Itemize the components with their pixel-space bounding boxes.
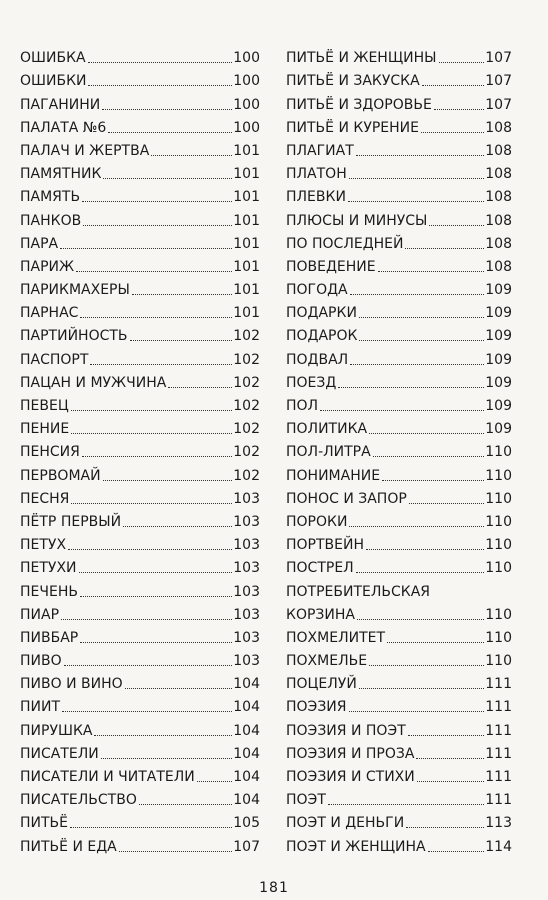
entry-page-number: 107 (485, 50, 512, 67)
leader-dots (151, 155, 232, 156)
leader-dots (359, 317, 484, 318)
entry-page-number: 102 (233, 398, 260, 414)
index-entry (20, 507, 260, 530)
index-entry (20, 136, 260, 159)
leader-dots (357, 619, 484, 620)
index-entry (20, 808, 260, 831)
index-entry (20, 669, 260, 692)
entry-term: ПОЭТ И ЖЕНЩИНА (286, 838, 426, 855)
index-entry (20, 692, 260, 715)
entry-page-number: 104 (233, 769, 260, 785)
entry-term: ПЛАТОН (286, 166, 347, 183)
entry-page-number: 101 (233, 166, 260, 183)
leader-dots (350, 364, 484, 365)
leader-dots (101, 758, 233, 759)
entry-term: ПОЕЗД (286, 374, 337, 391)
entry-term: ПИАР (20, 606, 60, 623)
leader-dots (409, 503, 484, 504)
entry-term: ПИРУШКА (20, 722, 93, 739)
leader-dots (338, 387, 484, 388)
entry-page-number: 101 (233, 305, 260, 322)
entry-term: ПОЭЗИЯ И ПОЭТ (286, 722, 406, 739)
entry-term: ПОРОКИ (286, 513, 348, 530)
leader-dots (123, 526, 232, 527)
index-entry (286, 484, 512, 507)
index-entry (286, 530, 512, 553)
entry-term: ПАМЯТНИК (20, 166, 102, 183)
entry-term: ПОЛ (286, 398, 319, 414)
leader-dots (320, 410, 484, 411)
leader-dots (80, 596, 232, 597)
index-entry (20, 43, 260, 66)
index-entry (20, 553, 260, 576)
entry-page-number: 104 (233, 722, 260, 739)
leader-dots (103, 178, 232, 179)
leader-dots (429, 225, 484, 226)
entry-page-number: 110 (485, 629, 512, 646)
entry-page-number: 109 (485, 282, 512, 299)
entry-term: ПИТЬЁ И ЗАКУСКА (286, 73, 420, 90)
entry-page-number: 111 (485, 722, 512, 739)
entry-page-number: 104 (233, 792, 260, 809)
index-entry (286, 321, 512, 344)
index-entry (20, 182, 260, 205)
index-entry (286, 159, 512, 182)
entry-page-number: 107 (485, 96, 512, 113)
entry-term: ПИСАТЕЛИ (20, 745, 99, 762)
entry-term: ПАРНАС (20, 305, 79, 322)
entry-page-number: 103 (233, 629, 260, 646)
entry-page-number: 110 (485, 537, 512, 554)
leader-dots (62, 711, 232, 712)
entry-page-number: 100 (233, 73, 260, 90)
leader-dots (130, 340, 233, 341)
leader-dots (369, 433, 484, 434)
index-entry (286, 576, 512, 599)
index-entry (286, 692, 512, 715)
leader-dots (71, 433, 232, 434)
entry-term: ПОДАРОК (286, 328, 358, 345)
entry-term: ПОХМЕЛЬЕ (286, 653, 368, 670)
leader-dots (359, 340, 484, 341)
leader-dots (102, 109, 232, 110)
entry-page-number: 110 (485, 444, 512, 461)
leader-dots (132, 294, 232, 295)
leader-dots (408, 735, 485, 736)
entry-page-number: 109 (485, 305, 512, 322)
entry-page-number: 110 (485, 490, 512, 507)
leader-dots (90, 364, 232, 365)
leader-dots (349, 711, 485, 712)
entry-page-number: 110 (485, 606, 512, 623)
entry-page-number: 107 (485, 73, 512, 90)
index-entry (20, 391, 260, 414)
entry-page-number: 103 (233, 560, 260, 577)
entry-page-number: 104 (233, 745, 260, 762)
entry-page-number: 108 (485, 119, 512, 136)
index-entry (286, 205, 512, 228)
entry-page-number: 101 (233, 189, 260, 206)
leader-dots (139, 804, 232, 805)
entry-term: ПОДАРКИ (286, 305, 357, 322)
entry-term: ПИСАТЕЛИ И ЧИТАТЕЛИ (20, 769, 195, 785)
index-entry (20, 321, 260, 344)
entry-page-number: 101 (233, 258, 260, 275)
leader-dots (68, 549, 232, 550)
index-entry (20, 831, 260, 854)
leader-dots (88, 85, 232, 86)
index-entry (20, 739, 260, 762)
entry-term: ПЕТУХИ (20, 560, 77, 577)
leader-dots (406, 827, 484, 828)
entry-page-number: 110 (485, 653, 512, 670)
leader-dots (417, 781, 485, 782)
entry-term: ПЁТР ПЕРВЫЙ (20, 513, 122, 530)
entry-page-number: 102 (233, 421, 260, 438)
index-entry (20, 715, 260, 738)
entry-page-number: 102 (233, 374, 260, 391)
entry-page-number: 108 (485, 235, 512, 252)
leader-dots (366, 549, 484, 550)
index-entry (20, 414, 260, 437)
index-entry (286, 344, 512, 367)
index-entry (286, 831, 512, 854)
entry-term: ПОЭЗИЯ И ПРОЗА (286, 745, 415, 762)
entry-term: ПЕРВОМАЙ (20, 467, 101, 484)
entry-term: ПАЦАН И МУЖЧИНА (20, 374, 167, 391)
entry-term: ПАЛАТА №6 (20, 119, 107, 136)
leader-dots (125, 688, 233, 689)
entry-page-number: 111 (485, 792, 512, 809)
entry-term: ПАСПОРТ (20, 351, 89, 368)
index-entry (286, 229, 512, 252)
index-entry (286, 553, 512, 576)
entry-page-number: 109 (485, 374, 512, 391)
entry-term: ПЕНИЕ (20, 421, 70, 438)
leader-dots (197, 781, 233, 782)
leader-dots (88, 62, 233, 63)
entry-page-number: 101 (233, 142, 260, 159)
entry-page-number: 102 (233, 467, 260, 484)
index-entry (20, 762, 260, 785)
entry-page-number: 105 (233, 815, 260, 832)
entry-term: ПО ПОСЛЕДНЕЙ (286, 235, 404, 252)
entry-term: ПОНОС И ЗАПОР (286, 490, 407, 507)
index-entry (20, 785, 260, 808)
entry-term: ПОХМЕЛИТЕТ (286, 629, 386, 646)
page-number: 181 (259, 880, 289, 896)
entry-page-number: 113 (485, 815, 512, 832)
leader-dots (79, 572, 233, 573)
entry-term: ПЛЮСЫ И МИНУСЫ (286, 212, 428, 229)
leader-dots (61, 619, 232, 620)
entry-page-number: 108 (485, 258, 512, 275)
index-entry (286, 715, 512, 738)
leader-dots (82, 201, 232, 202)
entry-page-number: 102 (233, 444, 260, 461)
leader-dots (82, 456, 232, 457)
index-entry (286, 623, 512, 646)
leader-dots (70, 827, 232, 828)
leader-dots (373, 456, 485, 457)
entry-page-number: 108 (485, 189, 512, 206)
entry-term: ПАРА (20, 235, 59, 252)
index-entry (286, 460, 512, 483)
entry-page-number: 101 (233, 282, 260, 299)
leader-dots (71, 503, 232, 504)
leader-dots (434, 109, 484, 110)
entry-term: ПАРТИЙНОСТЬ (20, 328, 128, 345)
index-entry (286, 437, 512, 460)
entry-page-number: 107 (233, 838, 260, 855)
entry-term: ПЕВЕЦ (20, 398, 69, 414)
entry-term: ПЛЕВКИ (286, 189, 346, 206)
entry-term: ПИТЬЁ И КУРЕНИЕ (286, 119, 419, 136)
entry-page-number: 100 (233, 119, 260, 136)
index-column-left (20, 43, 260, 855)
index-entry (286, 298, 512, 321)
leader-dots (356, 155, 484, 156)
entry-page-number: 101 (233, 235, 260, 252)
entry-term: ПЕСНЯ (20, 490, 70, 507)
entry-page-number: 114 (485, 838, 512, 855)
index-entry (20, 159, 260, 182)
leader-dots (405, 248, 484, 249)
entry-term: ПАРИЖ (20, 258, 75, 275)
entry-term: ПИСАТЕЛЬСТВО (20, 792, 137, 809)
leader-dots (76, 271, 232, 272)
leader-dots (328, 804, 484, 805)
index-entry (286, 808, 512, 831)
index-entry (20, 437, 260, 460)
leader-dots (439, 62, 485, 63)
leader-dots (350, 294, 485, 295)
entry-page-number: 102 (233, 328, 260, 345)
entry-page-number: 111 (485, 769, 512, 785)
leader-dots (64, 665, 233, 666)
index-entry (286, 739, 512, 762)
entry-term: ПАРИКМАХЕРЫ (20, 282, 130, 299)
entry-page-number: 101 (233, 212, 260, 229)
index-entry (20, 368, 260, 391)
index-entry (286, 136, 512, 159)
entry-term: КОРЗИНА (286, 606, 355, 623)
index-entry (20, 252, 260, 275)
index-column-right (286, 43, 512, 855)
leader-dots (369, 665, 484, 666)
entry-page-number: 109 (485, 421, 512, 438)
leader-dots (416, 758, 484, 759)
entry-page-number: 100 (233, 50, 260, 67)
index-entry (286, 113, 512, 136)
entry-page-number: 111 (485, 676, 512, 693)
entry-term: ПОТРЕБИТЕЛЬСКАЯ (286, 583, 431, 600)
entry-page-number: 103 (233, 653, 260, 670)
entry-page-number: 104 (233, 676, 260, 693)
leader-dots (428, 851, 485, 852)
entry-page-number: 103 (233, 490, 260, 507)
leader-dots (71, 410, 233, 411)
index-entry (286, 391, 512, 414)
entry-page-number: 109 (485, 351, 512, 368)
entry-page-number: 108 (485, 212, 512, 229)
index-entry (286, 600, 512, 623)
entry-term: ПИИТ (20, 699, 61, 716)
entry-term: ПИВБАР (20, 629, 79, 646)
index-entry (286, 414, 512, 437)
index-entry (20, 530, 260, 553)
index-entry (20, 205, 260, 228)
index-entry (286, 89, 512, 112)
entry-term: ПОЭТ (286, 792, 326, 809)
entry-page-number: 103 (233, 513, 260, 530)
entry-term: ПЕТУХ (20, 537, 67, 554)
entry-term: ПОРТВЕЙН (286, 537, 364, 554)
entry-term: ПОЭЗИЯ И СТИХИ (286, 769, 415, 785)
index-entry (286, 646, 512, 669)
entry-page-number: 109 (485, 328, 512, 345)
entry-page-number: 108 (485, 166, 512, 183)
leader-dots (80, 317, 232, 318)
index-entry (286, 252, 512, 275)
index-entry (20, 623, 260, 646)
index-entry (286, 66, 512, 89)
index-entry (20, 298, 260, 321)
leader-dots (83, 225, 232, 226)
leader-dots (168, 387, 232, 388)
entry-term: ПЕНСИЯ (20, 444, 80, 461)
index-entry (20, 113, 260, 136)
entry-page-number: 103 (233, 583, 260, 600)
index-entry (20, 484, 260, 507)
entry-term: ПАГАНИНИ (20, 96, 101, 113)
entry-term: ПОНИМАНИЕ (286, 467, 381, 484)
leader-dots (348, 201, 484, 202)
entry-page-number: 103 (233, 537, 260, 554)
leader-dots (349, 526, 484, 527)
entry-term: ПИВО И ВИНО (20, 676, 123, 693)
entry-term: ОШИБКА (20, 50, 86, 67)
leader-dots (80, 642, 232, 643)
leader-dots (356, 572, 485, 573)
leader-dots (60, 248, 232, 249)
index-entry (20, 576, 260, 599)
entry-term: ПИВО (20, 653, 62, 670)
leader-dots (422, 85, 485, 86)
index-entry (20, 89, 260, 112)
entry-page-number: 109 (485, 398, 512, 414)
entry-term: ПАМЯТЬ (20, 189, 81, 206)
entry-page-number: 108 (485, 142, 512, 159)
entry-page-number: 103 (233, 606, 260, 623)
leader-dots (94, 735, 232, 736)
leader-dots (119, 851, 233, 852)
entry-term: ПАЛАЧ И ЖЕРТВА (20, 142, 150, 159)
entry-term: ПОГОДА (286, 282, 348, 299)
entry-term: ПОЭТ И ДЕНЬГИ (286, 815, 405, 832)
index-entry (20, 344, 260, 367)
entry-page-number: 110 (485, 467, 512, 484)
entry-term: ПИТЬЁ И ЕДА (20, 838, 117, 855)
entry-page-number: 102 (233, 351, 260, 368)
index-entry (20, 646, 260, 669)
entry-term: ПОЭЗИЯ (286, 699, 347, 716)
entry-term: ПОЦЕЛУЙ (286, 676, 357, 693)
leader-dots (387, 642, 484, 643)
entry-term: ПИТЬЁ (20, 815, 69, 832)
index-entry (286, 275, 512, 298)
index-entry (286, 669, 512, 692)
index-entry (20, 600, 260, 623)
entry-term: ПОДВАЛ (286, 351, 349, 368)
entry-page-number: 111 (485, 745, 512, 762)
entry-term: ОШИБКИ (20, 73, 87, 90)
index-entry (286, 785, 512, 808)
entry-term: ПЕЧЕНЬ (20, 583, 78, 600)
index-entry (286, 43, 512, 66)
leader-dots (359, 688, 484, 689)
entry-term: ПИТЬЁ И ЖЕНЩИНЫ (286, 50, 437, 67)
index-entry (286, 762, 512, 785)
index-entry (20, 229, 260, 252)
entry-term: ПОСТРЕЛ (286, 560, 354, 577)
entry-term: ПОЛ-ЛИТРА (286, 444, 371, 461)
index-entry (286, 182, 512, 205)
entry-term: ПЛАГИАТ (286, 142, 354, 159)
entry-term: ПИТЬЁ И ЗДОРОВЬЕ (286, 96, 432, 113)
entry-term: ПОЛИТИКА (286, 421, 368, 438)
index-entry (286, 368, 512, 391)
entry-page-number: 100 (233, 96, 260, 113)
index-entry (20, 275, 260, 298)
entry-term: ПАНКОВ (20, 212, 82, 229)
entry-page-number: 110 (485, 560, 512, 577)
entry-term: ПОВЕДЕНИЕ (286, 258, 376, 275)
index-entry (286, 507, 512, 530)
entry-page-number: 111 (485, 699, 512, 716)
entry-page-number: 110 (485, 513, 512, 530)
entry-page-number: 104 (233, 699, 260, 716)
leader-dots (108, 132, 232, 133)
leader-dots (378, 271, 485, 272)
leader-dots (103, 480, 233, 481)
leader-dots (382, 480, 484, 481)
leader-dots (349, 178, 485, 179)
index-entry (20, 460, 260, 483)
index-entry (20, 66, 260, 89)
leader-dots (421, 132, 484, 133)
